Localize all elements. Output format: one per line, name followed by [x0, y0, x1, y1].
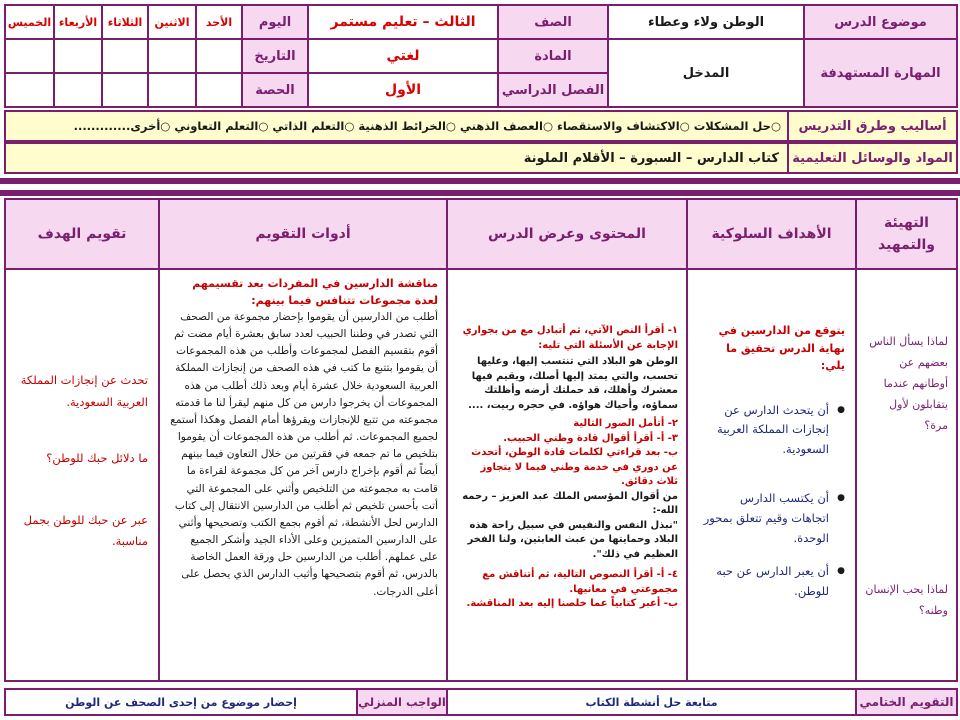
semester-value: الأول	[307, 72, 499, 108]
content-item-4: ٣- أ- أقرأ أقوال قادة وطني الحبيب.	[503, 432, 678, 444]
content-item-7: "نبذل النفس والنفيس في سبيل راحة هذه البلاد وحمايتها من عبث العابثين، ولنا الفخر العظيم في ذلك".	[467, 519, 678, 560]
semester-label: الفصل الدراسي	[497, 72, 609, 108]
content-body	[456, 324, 678, 612]
period-cell-3	[101, 72, 149, 108]
content-item-5: ب- بعد قراءتي لكلمات قادة الوطن، أتحدث عن دوري في خدمة وطني فيما لا يتجاوز ثلاث دقائق.	[471, 447, 678, 487]
day-monday: الاثنين	[147, 4, 197, 40]
date-cell-5	[4, 38, 55, 74]
intro-question-1: لماذا يسأل الناس بعضهم عن أوطانهم عندما يتقابلون لأول مرة؟	[869, 335, 948, 432]
col-eval-header: تقويم الهدف	[4, 198, 160, 270]
materials-label: المواد والوسائل التعليمية	[787, 142, 958, 174]
objective-item: ● أن يعبر الدارس عن حبه للوطن.	[702, 562, 845, 601]
col-objectives-header: الأهداف السلوكية	[686, 198, 857, 270]
period-cell-4	[53, 72, 103, 108]
content-cell	[446, 268, 688, 682]
content-item-8: ٤- أ- أقرأ النصوص التالية، ثم أتناقش مع مجموعتي في معانيها.	[482, 569, 678, 595]
eval-question-1: تحدث عن إنجازات المملكة العربية السعودية.	[20, 373, 148, 409]
subject-value: لغتي	[307, 38, 499, 74]
day-label: اليوم	[241, 4, 309, 40]
content-item-3: ٢- أتأمل الصور التالية	[573, 418, 678, 429]
homework-label: الواجب المنزلي	[356, 688, 448, 716]
tools-body: أطلب من الدارسين أن يقوموا بإحضار مجموعة من الصحف التي تصدر في وطننا الحبيب لعدد سابق بعشرة أيام مضت ثم أقوم بتقسيم الفصل لمجموعات وأطلب من هذه المجموعات أن يقوموا بتتبع ما كتب في هذه الصحف من إنجازات المملكة العربية السعودية خلال عشرة أيام وبعد ذلك أطلب من هذه المجموعات أن يخرجوا دارس من كل منهم ليقرأ لنا ما قدمته مجموعته من تتبع للإنجازات ويقرؤها أمام الفصل وهكذا أستمع لجميع المجموعات. ثم أطلب من هذه المجموعات أن يقوموا بتلخيص ما تم جمعه في فقرتين من خلال التعاون فيما بينهم أيضاً ثم أقوم بإخراج دارس آخر من كل مجموعة لقراءة ما قامت به مجموعته من التلخيص وأثني على المجموعة التي أتت بأحسن تلخيص ثم أطلب من الدارسين الانتقال إلى كتاب الدارس لحل الأنشطة، ثم أقوم بجمع الكتب وتصحيحها وأثني على الدارسين المتميزين وعلى الأداء الجيد وأشكر الجميع على عملهم. أطلب من الدارسين حل ورقة العمل الخاصة بالدرس، ثم أقوم بتصحيحها وأثيب الدارس الذي يحصل على أعلى الدرجات.	[170, 311, 438, 598]
objective-item: ● أن يكتسب الدارس اتجاهات وقيم تتعلق بمحور الوحدة.	[702, 489, 845, 548]
content-item-9: ب- أعبر كتابياً عما خلصنا إليه بعد المناقشة.	[466, 598, 678, 609]
objectives-list	[702, 401, 845, 601]
intro-cell	[855, 268, 958, 682]
tools-heading: مناقشة الدارسين في المفردات بعد تقسيمهم لعدة مجموعات تتنافس فيما بينهم:	[192, 277, 438, 307]
final-eval-value: متابعة حل أنشطة الكتاب	[446, 688, 857, 716]
day-sunday: الأحد	[195, 4, 243, 40]
col-tools-header: أدوات التقويم	[158, 198, 448, 270]
objectives-intro: يتوقع من الدارسين في نهاية الدرس تحقيق ما يلي:	[718, 324, 845, 373]
eval-question-3: عبر عن حبك للوطن بجمل مناسبة.	[23, 512, 148, 549]
day-wednesday: الأربعاء	[53, 4, 103, 40]
separator-bar-top	[0, 178, 960, 184]
homework-value: إحضار موضوع من إحدى الصحف عن الوطن	[4, 688, 358, 716]
grade-value: الثالث – تعليم مستمر	[307, 4, 499, 40]
intro-question-2: لماذا يحب الإنسان وطنه؟	[865, 583, 948, 618]
separator-bar-bottom	[0, 190, 960, 196]
period-label: الحصة	[241, 72, 309, 108]
grade-label: الصف	[497, 4, 609, 40]
methods-value: ○حل المشكلات ○الاكتشاف والاستقصاء ○العصف الذهني ○الخرائط الذهنية ○التعلم الذاتي ○التعلم التعاوني ○أخرى.............	[4, 110, 789, 142]
day-tuesday: الثلاثاء	[101, 4, 149, 40]
objectives-cell	[686, 268, 857, 682]
col-content-header: المحتوى وعرض الدرس	[446, 198, 688, 270]
topic-value: الوطن ولاء وعطاء	[607, 4, 805, 40]
period-cell-2	[147, 72, 197, 108]
final-eval-label: التقويم الختامي	[855, 688, 958, 716]
eval-cell	[4, 268, 160, 682]
date-label: التاريخ	[241, 38, 309, 74]
content-item-1: ١- أقرأ النص الآتي، ثم أتبادل مع من بجواري الإجابة عن الأسئلة التي تليه:	[462, 325, 678, 351]
date-cell-1	[195, 38, 243, 74]
period-cell-1	[195, 72, 243, 108]
content-item-6: من أقوال المؤسس الملك عبد العزيز – رحمه الله-:	[462, 490, 678, 516]
date-cell-4	[53, 38, 103, 74]
period-cell-5	[4, 72, 55, 108]
eval-question-2: ما دلائل حبك للوطن؟	[46, 450, 148, 465]
materials-value: كتاب الدارس – السبورة – الأقلام الملونة	[4, 142, 789, 174]
skill-label: المهارة المستهدفة	[803, 38, 958, 108]
subject-label: المادة	[497, 38, 609, 74]
methods-label: أساليب وطرق التدريس	[787, 110, 958, 142]
day-thursday: الخميس	[4, 4, 55, 40]
objective-item: ● أن يتحدث الدارس عن إنجازات المملكة العربية السعودية.	[702, 401, 845, 460]
skill-value: المدخل	[607, 38, 805, 108]
date-cell-3	[101, 38, 149, 74]
content-item-2: الوطن هو البلاد التي تنتسب إليها، وعليها تحسب، والتي يمتد إليها أصلك، ويقيم فيها معشرك وأهلك، قد حملتك أرضه وأظلتك سماؤه، وأحياك هواؤه. في حجره ربيت، ....	[468, 356, 678, 411]
col-intro-header: التهيئة والتمهيد	[855, 198, 958, 270]
date-cell-2	[147, 38, 197, 74]
tools-cell	[158, 268, 448, 682]
topic-label: موضوع الدرس	[803, 4, 958, 40]
